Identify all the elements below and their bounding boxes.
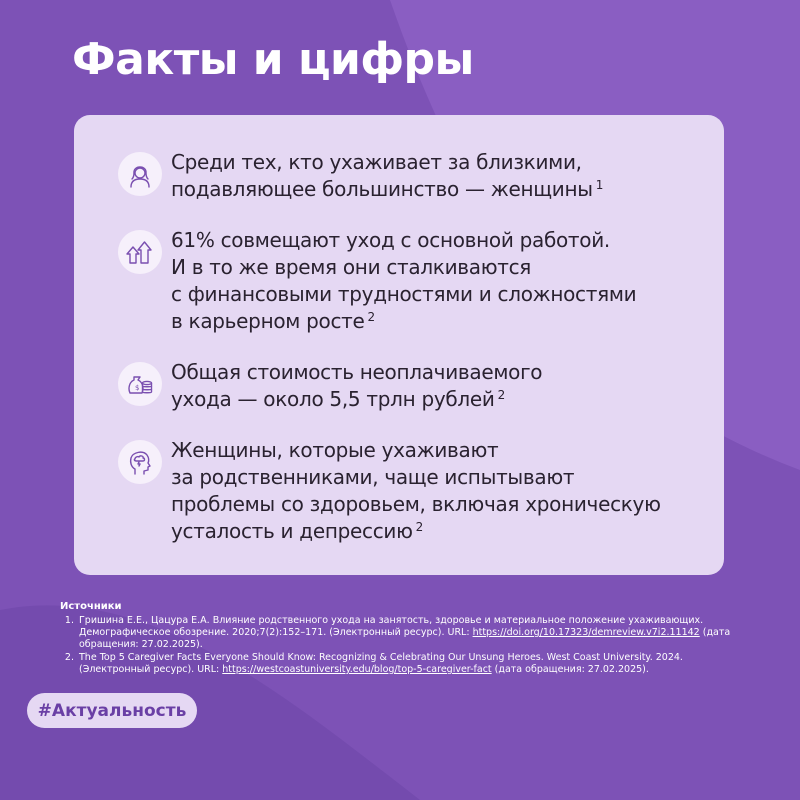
fact-text-line: с финансовыми трудностями и сложностями bbox=[171, 282, 637, 306]
source-item bbox=[60, 615, 750, 651]
fact-text-line: ухода — около 5,5 трлн рублей bbox=[171, 387, 495, 411]
reference-mark: 1 bbox=[595, 178, 604, 192]
sources-section bbox=[60, 601, 750, 677]
source-item bbox=[60, 652, 750, 676]
fact-text-line: проблемы со здоровьем, включая хроническую bbox=[171, 492, 661, 516]
fact-item bbox=[118, 227, 704, 335]
fact-text-line: Общая стоимость неоплачиваемого bbox=[171, 360, 543, 384]
money-bag-icon bbox=[118, 362, 162, 406]
sources-title: Источники bbox=[60, 601, 122, 612]
fact-item bbox=[118, 149, 704, 203]
head-storm-icon bbox=[118, 440, 162, 484]
source-link[interactable]: https://westcoastuniversity.edu/blog/top-5-caregiver-fact bbox=[222, 664, 492, 675]
source-text: Гришина Е.Е., Цацура Е.А. Влияние родственного ухода на занятость, здоровье и материальное положение ухаживающих. Демографическое обозрение. 2020;7(2):152–171. (Электронный ресурс). URL: bbox=[79, 615, 704, 638]
fact-text-line: Женщины, которые ухаживают bbox=[171, 438, 499, 462]
source-link[interactable]: https://doi.org/10.17323/demreview.v7i2.11142 bbox=[472, 627, 700, 638]
fact-text-line: в карьерном росте bbox=[171, 309, 365, 333]
fact-text-line: подавляющее большинство — женщины bbox=[171, 177, 593, 201]
source-number: 2. bbox=[64, 652, 74, 663]
fact-text-line: И в то же время они сталкиваются bbox=[171, 255, 532, 279]
woman-icon bbox=[118, 152, 162, 196]
fact-text-line: 61% совмещают уход с основной работой. bbox=[171, 228, 610, 252]
fact-item bbox=[118, 359, 704, 413]
reference-mark: 2 bbox=[415, 520, 423, 534]
source-text: The Top 5 Caregiver Facts Everyone Should Know: Recognizing & Celebrating Our Unsung Heroes. West Coast University. 2024. (Электронный ресурс). URL: bbox=[79, 652, 683, 675]
source-access-date: (дата обращения: 27.02.2025). bbox=[79, 627, 731, 650]
source-number: 1. bbox=[64, 615, 74, 626]
reference-mark: 2 bbox=[367, 310, 375, 324]
hashtag-badge[interactable]: #Актуальность bbox=[27, 693, 197, 728]
fact-text-line: за родственниками, чаще испытывают bbox=[171, 465, 575, 489]
page-title: Факты и цифры bbox=[72, 34, 474, 85]
growth-arrows-icon bbox=[118, 230, 162, 274]
fact-text-line: усталость и депрессию bbox=[171, 519, 413, 543]
facts-card bbox=[74, 115, 724, 575]
fact-item bbox=[118, 437, 704, 545]
fact-text-line: Среди тех, кто ухаживает за близкими, bbox=[171, 150, 582, 174]
reference-mark: 2 bbox=[497, 388, 505, 402]
source-access-date: (дата обращения: 27.02.2025). bbox=[491, 664, 649, 675]
svg-text:$: $ bbox=[135, 384, 140, 392]
